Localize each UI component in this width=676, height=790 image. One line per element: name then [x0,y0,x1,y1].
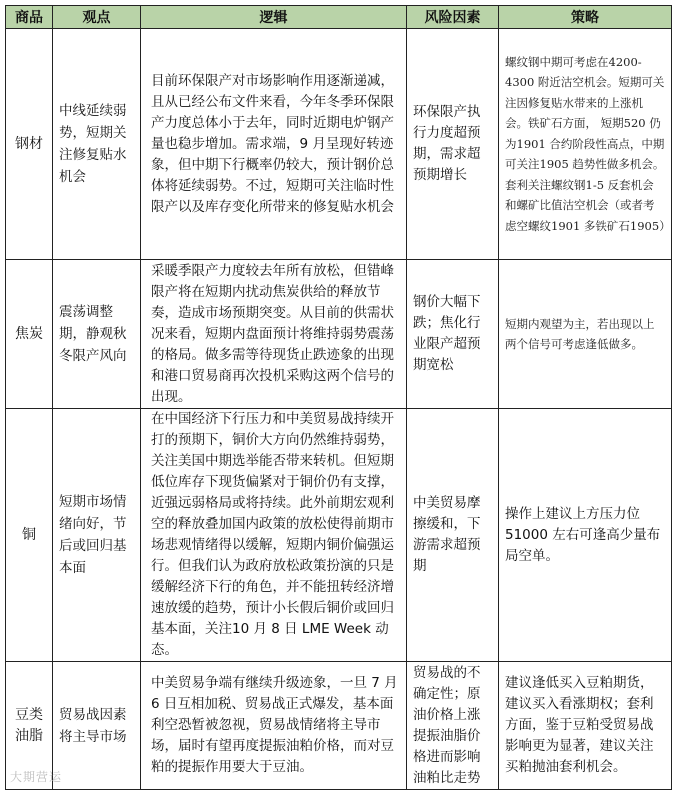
strategy-cell: 短期内观望为主，若出现以上两个信号可考虑逢低做多。 [499,260,672,409]
watermark: 大期营运 [10,770,63,784]
strategy-table [5,5,672,790]
logic-cell: 目前环保限产对市场影响作用逐渐递减，且从已经公布文件来看，今年冬季环保限产力度总体小于去年，同时近期电炉钢产量也稳步增加。需求端，9 月呈现好转迹象，但中期下行概率仍较大，预计钢价总体将延续弱势。不过，短期可关注临时性限产以及库存变化所带来的修复贴水机会 [141,29,407,260]
view-cell: 中线延续弱势，短期关注修复贴水机会 [53,29,141,260]
view-cell: 贸易战因素将主导市场 [53,662,141,790]
header-product: 商品 [6,6,53,29]
risk-cell: 贸易战的不确定性；原油价格上涨提振油脂价格进而影响油粕比走势 [407,662,499,790]
product-cell: 钢材 [6,29,53,260]
view-cell: 震荡调整期，静观秋冬限产风向 [53,260,141,409]
table-header-row [6,6,672,29]
header-risk: 风险因素 [407,6,499,29]
strategy-cell: 螺纹钢中期可考虑在4200-4300 附近沽空机会。短期可关注因修复贴水带来的上涨机会。铁矿石方面， 短期520 仍为1901 合约阶段性高点，中期可关注1905 趋势性做多机会。套利关注螺纹钢1-5 反套机会和螺矿比值沽空机会（或者考虑空螺纹1901 多铁矿石1905） [499,29,672,260]
logic-cell: 中美贸易争端有继续升级迹象，一旦 7 月 6 日互相加税、贸易战正式爆发，基本面利空恐暂被忽视，贸易战情绪将主导市场，届时有望再度提振油粕价格，而对豆粕的提振作用要大于豆油。 [141,662,407,790]
product-cell: 豆类油脂 [6,662,53,790]
strategy-cell: 操作上建议上方压力位51000 左右可逢高少量布局空单。 [499,409,672,662]
product-cell: 焦炭 [6,260,53,409]
strategy-cell: 建议逢低买入豆粕期货，建议买入看涨期权；套利方面，鉴于豆粕受贸易战影响更为显著，建议关注买粕抛油套利机会。 [499,662,672,790]
logic-cell: 在中国经济下行压力和中美贸易战持续开打的预期下，铜价大方向仍然维持弱势，关注美国中期选举能否带来转机。但短期低位库存下现货偏紧对于铜价仍有支撑，近强远弱格局或将持续。此外前期宏观利空的释放叠加国内政策的放松使得前期市场悲观情绪得以缓解，短期内铜价偏强运行。但我们认为政府放松政策扮演的只是缓解经济下行的角色，并不能扭转经济增速放缓的趋势，预计小长假后铜价或回归基本面，关注10 月 8 日 LME Week 动态。 [141,409,407,662]
table-row [6,409,672,662]
risk-cell: 钢价大幅下跌；焦化行业限产超预期宽松 [407,260,499,409]
table-row [6,260,672,409]
risk-cell: 环保限产执行力度超预期，需求超预期增长 [407,29,499,260]
logic-cell: 采暖季限产力度较去年所有放松，但错峰限产将在短期内扰动焦炭供给的释放节奏，造成市场预期突变。从目前的供需状况来看，短期内盘面预计将维持弱势震荡的格局。做多需等待现货止跌迹象的出现和港口贸易商再次投机采购这两个信号的出现。 [141,260,407,409]
header-strategy: 策略 [499,6,672,29]
table-row [6,29,672,260]
product-cell: 铜 [6,409,53,662]
header-view: 观点 [53,6,141,29]
risk-cell: 中美贸易摩擦缓和，下游需求超预期 [407,409,499,662]
table-row [6,662,672,790]
view-cell: 短期市场情绪向好，节后或回归基本面 [53,409,141,662]
header-logic: 逻辑 [141,6,407,29]
